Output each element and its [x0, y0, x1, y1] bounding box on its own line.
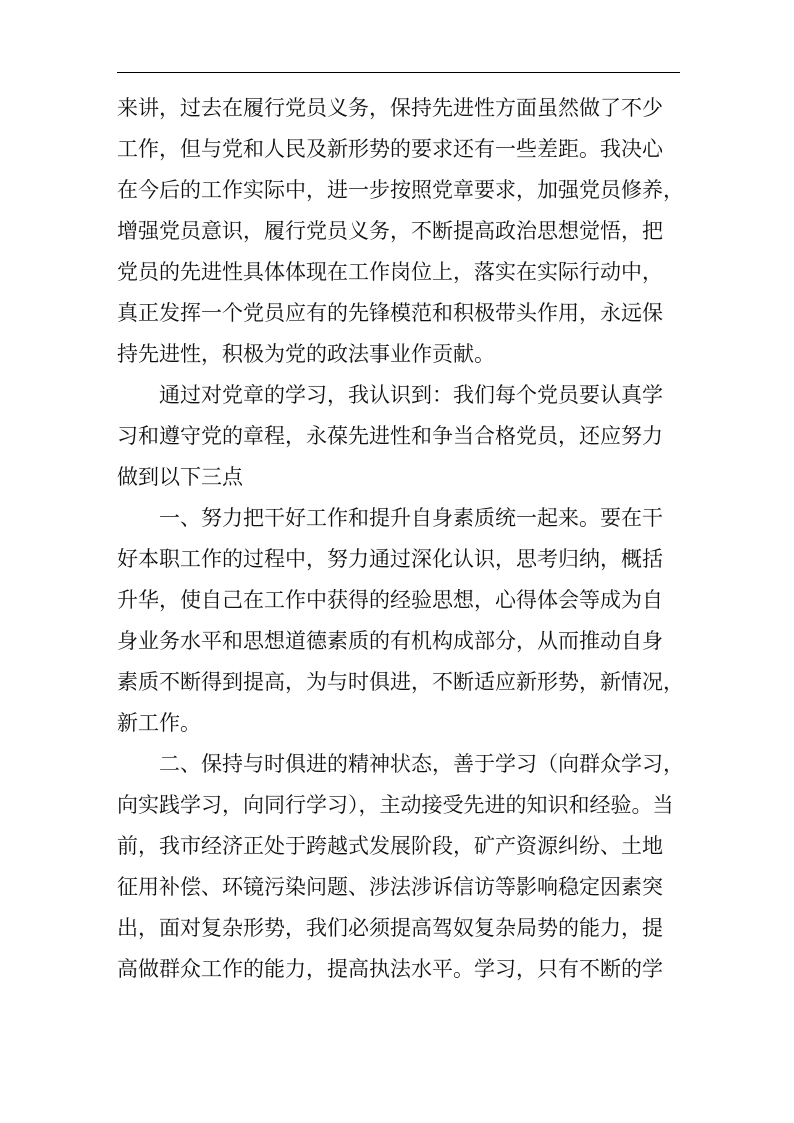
text-line: 征用补偿、环镜污染问题、涉法涉诉信访等影响稳定因素突 — [117, 875, 663, 899]
text-line: 二、保持与时俱进的精神状态，善于学习（向群众学习， — [159, 752, 684, 776]
text-line: 在今后的工作实际中，进一步按照党章要求，加强党员修养， — [117, 178, 684, 202]
text-line: 高做群众工作的能力，提高执法水平。学习，只有不断的学 — [117, 957, 663, 981]
text-line: 持先进性，积极为党的政法事业作贡献。 — [117, 342, 495, 366]
text-line: 工作，但与党和人民及新形势的要求还有一些差距。我决心 — [117, 137, 663, 161]
text-line: 出，面对复杂形势，我们必须提高驾奴复杂局势的能力，提 — [117, 916, 663, 940]
text-line: 通过对党章的学习，我认识到：我们每个党员要认真学 — [159, 383, 663, 407]
header-rule — [117, 72, 680, 73]
text-line: 真正发挥一个党员应有的先锋模范和积极带头作用，永远保 — [117, 301, 663, 325]
paragraph — [117, 498, 687, 744]
text-line: 好本职工作的过程中，努力通过深化认识，思考归纳，概括 — [117, 547, 663, 571]
text-line: 来讲，过去在履行党员义务，保持先进性方面虽然做了不少 — [117, 96, 663, 120]
text-line: 向实践学习，向同行学习），主动接受先进的知识和经验。当 — [117, 793, 674, 817]
text-line: 增强党员意识，履行党员义务，不断提高政治思想觉悟，把 — [117, 219, 663, 243]
body-text — [117, 88, 687, 990]
text-line: 身业务水平和思想道德素质的有机构成部分，从而推动自身 — [117, 629, 663, 653]
text-line: 升华，使自己在工作中获得的经验思想，心得体会等成为自 — [117, 588, 663, 612]
text-line: 习和遵守党的章程，永葆先进性和争当合格党员，还应努力 — [117, 424, 663, 448]
text-line: 一、努力把干好工作和提升自身素质统一起来。要在干 — [159, 506, 663, 530]
text-line: 前，我市经济正处于跨越式发展阶段，矿产资源纠纷、土地 — [117, 834, 663, 858]
paragraph — [117, 88, 687, 375]
text-line: 做到以下三点 — [117, 465, 243, 489]
paragraph — [117, 375, 687, 498]
text-line: 素质不断得到提高，为与时俱进，不断适应新形势，新情况， — [117, 670, 684, 694]
text-line: 党员的先进性具体体现在工作岗位上，落实在实际行动中， — [117, 260, 663, 284]
text-line: 新工作。 — [117, 711, 201, 735]
paragraph — [117, 744, 687, 990]
